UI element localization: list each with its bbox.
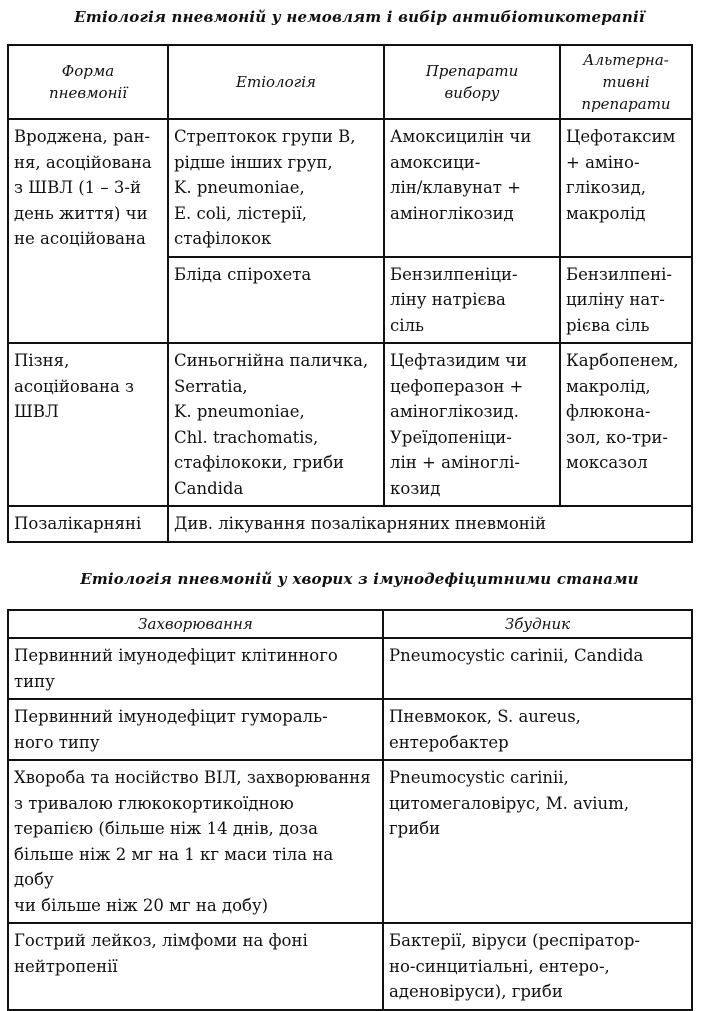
pathogen-cell: Бактерії, віруси (респіратор- но-синцитіальні, ентеро-, аденовіруси), гриби [383, 923, 692, 1010]
row-etiology-cell: Стрептокок групи В, рідше інших груп, K. pneumoniae, E. coli, лістерії, стафілокок [168, 119, 384, 257]
pathogen-cell: Пневмокок, S. aureus, ентеробактер [383, 699, 692, 760]
row-etiology-cell: Синьогнійна паличка, Serratia, K. pneumoniae, Chl. trachomatis, стафілококи, гриби Candida [168, 343, 384, 506]
row-drugs-cell: Амоксицилін чи амоксици- лін/клавунат + aміноглікозид [384, 119, 560, 257]
table1-title: Етіологія пневмоній у немовлят і вибір антибіотикотерапії [74, 8, 645, 26]
row-span-cell: Див. лікування позалікарняних пневмоній [168, 506, 692, 542]
table-row [8, 923, 692, 1010]
table-row [8, 343, 692, 506]
header-disease: Захворювання [8, 610, 383, 638]
pathogen-cell: Pneumocystic carinii, Candida [383, 638, 692, 699]
row-form-cell: Пізня, асоційована з ШВЛ [8, 343, 168, 506]
antibiotic-therapy-table [7, 44, 693, 543]
table2-title: Етіологія пневмоній у хворих з імунодефіцитними станами [80, 570, 639, 588]
header-pathogen: Збудник [383, 610, 692, 638]
header-form: Форма пневмонії [8, 45, 168, 119]
header-drugs: Препарати вибору [384, 45, 560, 119]
disease-cell: Хвороба та носійство ВІЛ, захворювання з тривалою глюкокортикоїдною терапією (більше ніж 14 днів, доза більше ніж 2 мг на 1 кг маси тіла на добу чи більше ніж 20 мг на добу) [8, 760, 383, 923]
row-alternatives-cell: Бензилпені- циліну нат- рієва сіль [560, 257, 692, 344]
table-row [8, 699, 692, 760]
table-row [8, 638, 692, 699]
table-row [8, 119, 692, 257]
row-form-cell: Вроджена, ран- ня, асоційована з ШВЛ (1 – 3-й день життя) чи не асоційована [8, 119, 168, 343]
table2-header-row [8, 610, 692, 638]
disease-cell: Первинний імунодефіцит клітинного типу [8, 638, 383, 699]
table-row [8, 760, 692, 923]
header-alternatives: Альтерна- тивні препарати [560, 45, 692, 119]
table-row [8, 506, 692, 542]
row-alternatives-cell: Цефотаксим + аміно- глікозид, макролід [560, 119, 692, 257]
row-drugs-cell: Цефтазидим чи цефоперазон + аміноглікозид. Уреїдопеніци- лін + аміноглі- козид [384, 343, 560, 506]
immunodeficiency-table [7, 609, 693, 1011]
row-etiology-cell: Бліда спірохета [168, 257, 384, 344]
table1-header-row [8, 45, 692, 119]
row-drugs-cell: Бензилпеніци- ліну натрієва сіль [384, 257, 560, 344]
pathogen-cell: Pneumocystic carinii, цитомегаловірус, M. avium, гриби [383, 760, 692, 923]
disease-cell: Гострий лейкоз, лімфоми на фоні нейтропенії [8, 923, 383, 1010]
row-form-cell: Позалікарняні [8, 506, 168, 542]
disease-cell: Первинний імунодефіцит гумораль- ного типу [8, 699, 383, 760]
header-etiology: Етіологія [168, 45, 384, 119]
row-alternatives-cell: Карбопенем, макролід, флюкона- зол, ко-три- моксазол [560, 343, 692, 506]
